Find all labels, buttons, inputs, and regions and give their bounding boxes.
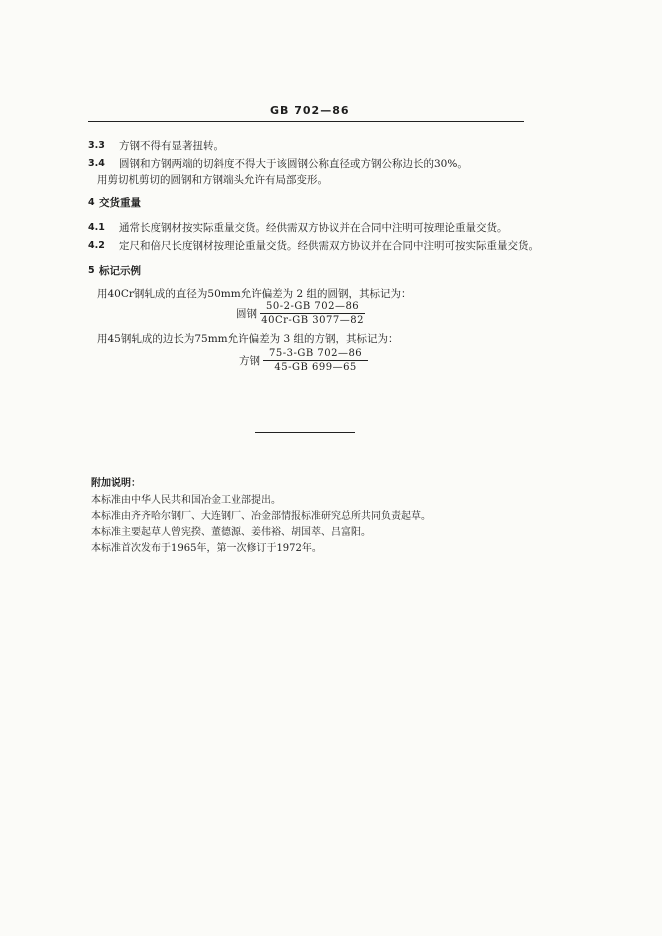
- marking-example-1-numerator: 50-2-GB 702—86: [260, 301, 365, 314]
- end-of-text-rule: [255, 432, 355, 433]
- marking-example-1-formula: [236, 301, 365, 326]
- marking-example-2-text: 用45钢轧成的边长为75mm允许偏差为 3 组的方钢，其标记为：: [97, 333, 399, 345]
- clause-4-title: 交货重量: [99, 197, 141, 209]
- clause-3-3-number: 3.3: [88, 140, 105, 151]
- notes-line-2: 本标准由齐齐哈尔钢厂、大连钢厂、冶金部情报标准研究总所共同负责起草。: [91, 511, 431, 522]
- marking-example-1-label: 圆钢: [236, 308, 257, 320]
- clause-4-2-text: 定尺和倍尺长度钢材按理论重量交货。经供需双方协议并在合同中注明可按实际重量交货。: [119, 240, 539, 252]
- clause-4-2-number: 4.2: [88, 240, 105, 251]
- clause-3-4-text: 圆钢和方钢两端的切斜度不得大于该圆钢公称直径或方钢公称边长的30%。: [119, 158, 468, 170]
- clause-3-3-text: 方钢不得有显著扭转。: [119, 140, 224, 152]
- marking-example-1-text: 用40Cr钢轧成的直径为50mm允许偏差为 2 组的圆钢，其标记为：: [97, 288, 412, 300]
- clause-3-4-continuation: 用剪切机剪切的圆钢和方钢端头允许有局部变形。: [97, 174, 328, 186]
- marking-example-2-label: 方钢: [239, 355, 260, 367]
- clause-4-number: 4: [88, 197, 95, 208]
- marking-example-1-denominator: 40Cr-GB 3077—82: [261, 315, 364, 326]
- notes-line-3: 本标准主要起草人曾宪揆、董德源、姜伟裕、胡国萃、吕富阳。: [91, 527, 371, 538]
- marking-example-2-numerator: 75-3-GB 702—86: [263, 348, 368, 361]
- clause-3-4-number: 3.4: [88, 158, 105, 169]
- clause-4-1-number: 4.1: [88, 222, 105, 233]
- marking-example-2-denominator: 45-GB 699—65: [274, 362, 357, 373]
- notes-title: 附加说明：: [91, 478, 141, 489]
- clause-5-number: 5: [88, 265, 95, 276]
- notes-line-1: 本标准由中华人民共和国冶金工业部提出。: [91, 495, 281, 506]
- clause-4-1-text: 通常长度钢材按实际重量交货。经供需双方协议并在合同中注明可按理论重量交货。: [119, 222, 508, 234]
- marking-example-2-formula: [239, 348, 368, 373]
- notes-line-4: 本标准首次发布于1965年，第一次修订于1972年。: [91, 543, 322, 554]
- clause-5-title: 标记示例: [99, 265, 141, 277]
- document-header-code: GB 702—86: [270, 104, 350, 117]
- header-rule: [88, 121, 524, 122]
